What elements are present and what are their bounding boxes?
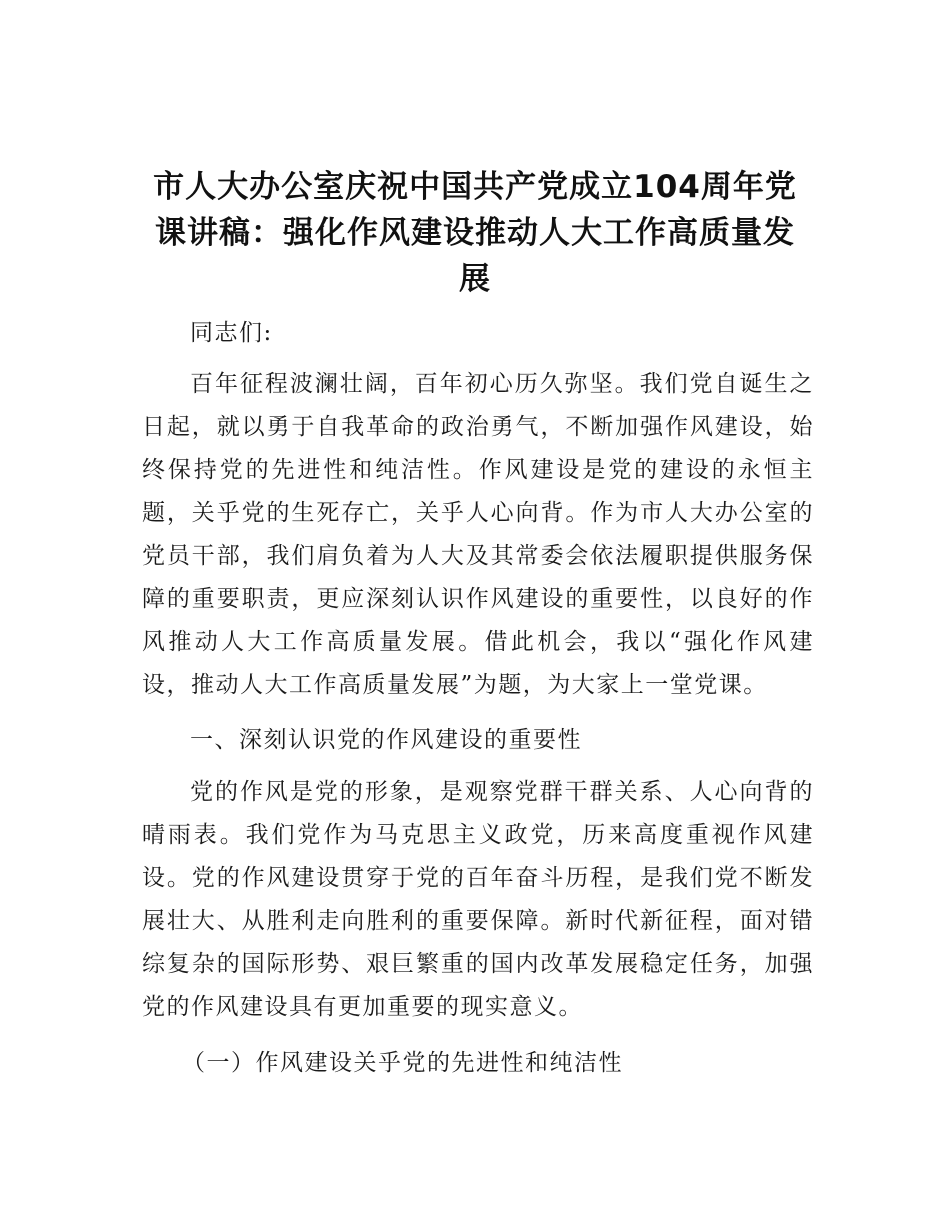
document-title: 市人大办公室庆祝中国共产党成立104周年党课讲稿：强化作风建设推动人大工作高质量发展 — [153, 169, 797, 297]
subsection-heading: （一）作风建设关乎党的先进性和纯洁性 — [182, 1050, 623, 1076]
greeting: 同志们: — [190, 320, 273, 346]
section-heading: 一、深刻认识党的作风建设的重要性 — [190, 727, 582, 753]
paragraph-intro: 百年征程波澜壮阔，百年初心历久弥坚。我们党自诞生之日起，就以勇于自我革命的政治勇气，不断加强作风建设，始终保持党的先进性和纯洁性。作风建设是党的建设的永恒主题，关乎党的生死存亡，关乎人心向背。作为市人大办公室的党员干部，我们肩负着为人大及其常委会依法履职提供服务保障的重要职责，更应深刻认识作风建设的重要性，以良好的作风推动人大工作高质量发展。借此机会，我以“强化作风建设，推动人大工作高质量发展”为题，为大家上一堂党课。 — [142, 371, 814, 698]
paragraph-importance: 党的作风是党的形象，是观察党群干群关系、人心向背的晴雨表。我们党作为马克思主义政党，历来高度重视作风建设。党的作风建设贯穿于党的百年奋斗历程，是我们党不断发展壮大、从胜利走向胜利的重要保障。新时代新征程，面对错综复杂的国际形势、艰巨繁重的国内改革发展稳定任务，加强党的作风建设具有更加重要的现实意义。 — [142, 779, 814, 1020]
